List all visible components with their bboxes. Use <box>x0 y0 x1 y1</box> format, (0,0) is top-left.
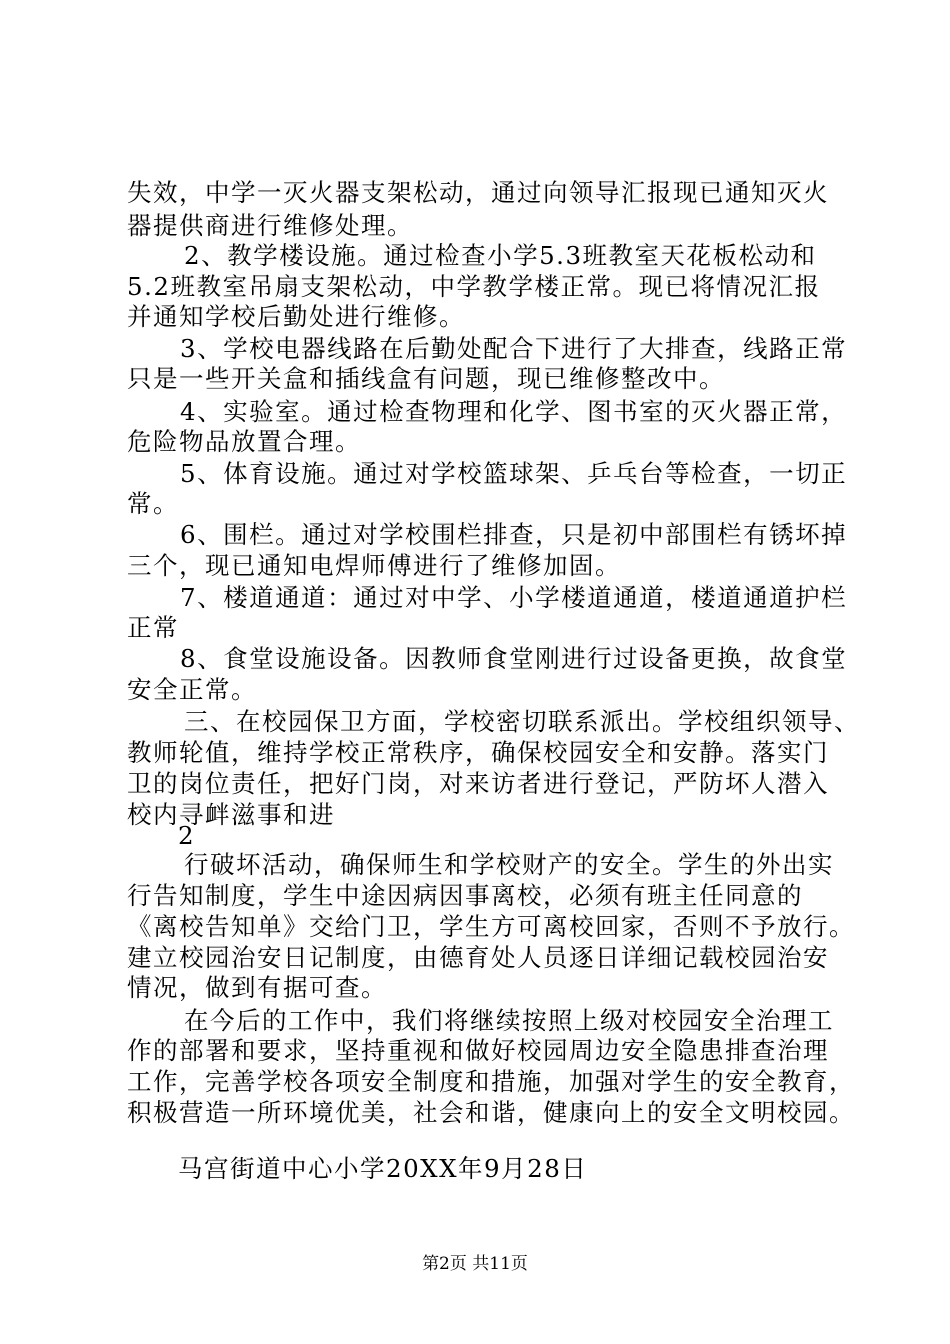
text-line: 2、教学楼设施。通过检查小学5.3班教室天花板松动和 <box>184 241 817 270</box>
text-line: 危险物品放置合理。 <box>127 427 361 456</box>
text-line: 三、在校园保卫方面，学校密切联系派出。学校组织领导、 <box>184 707 860 736</box>
text-line: 7、楼道通道：通过对中学、小学楼道通道，楼道通道护栏 <box>180 583 848 612</box>
text-line: 5、体育设施。通过对学校篮球架、乒乓台等检查，一切正 <box>180 459 848 488</box>
text-line: 工作，完善学校各项安全制度和措施，加强对学生的安全教育， <box>127 1067 855 1096</box>
text-line: 3、学校电器线路在后勤处配合下进行了大排查，线路正常 <box>180 334 848 363</box>
text-line: 6、围栏。通过对学校围栏排查，只是初中部围栏有锈坏掉 <box>180 520 848 549</box>
text-line: 行告知制度，学生中途因病因事离校，必须有班主任同意的 <box>127 881 803 910</box>
text-line: 器提供商进行维修处理。 <box>127 211 413 240</box>
text-line: 并通知学校后勤处进行维修。 <box>127 302 465 331</box>
text-line: 只是一些开关盒和插线盒有问题，现已维修整改中。 <box>127 364 725 393</box>
text-line: 正常 <box>127 613 179 642</box>
text-line: 教师轮值，维持学校正常秩序，确保校园安全和安静。落实门 <box>127 738 829 767</box>
text-line: 行破坏活动，确保师生和学校财产的安全。学生的外出实 <box>184 850 834 879</box>
text-line: 作的部署和要求，坚持重视和做好校园周边安全隐患排查治理 <box>127 1036 829 1065</box>
text-line: 5.2班教室吊扇支架松动，中学教学楼正常。现已将情况汇报 <box>127 272 821 301</box>
text-line: 卫的岗位责任，把好门岗，对来访者进行登记，严防坏人潜入 <box>127 769 829 798</box>
text-line: 情况，做到有据可查。 <box>127 973 387 1002</box>
text-line: 校内寻衅滋事和进 <box>127 800 335 829</box>
page-footer: 第2页 共11页 <box>422 1254 528 1274</box>
signature-date-line: 马宫街道中心小学20XX年9月28日 <box>178 1154 588 1183</box>
text-line: 在今后的工作中，我们将继续按照上级对校园安全治理工 <box>184 1006 834 1035</box>
page-break-number: 2 <box>178 821 196 850</box>
text-line: 4、实验室。通过检查物理和化学、图书室的灭火器正常， <box>180 397 848 426</box>
text-line: 积极营造一所环境优美，社会和谐，健康向上的安全文明校园。 <box>127 1098 855 1127</box>
text-line: 失效，中学一灭火器支架松动，通过向领导汇报现已通知灭火 <box>127 178 829 207</box>
text-line: 三个，现已通知电焊师傅进行了维修加固。 <box>127 551 621 580</box>
text-line: 建立校园治安日记制度，由德育处人员逐日详细记载校园治安 <box>127 943 829 972</box>
text-line: 常。 <box>127 489 179 518</box>
text-line: 8、食堂设施设备。因教师食堂刚进行过设备更换，故食堂 <box>180 644 848 673</box>
text-line: 《离校告知单》交给门卫，学生方可离校回家，否则不予放行。 <box>127 912 855 941</box>
text-line: 安全正常。 <box>127 675 257 704</box>
